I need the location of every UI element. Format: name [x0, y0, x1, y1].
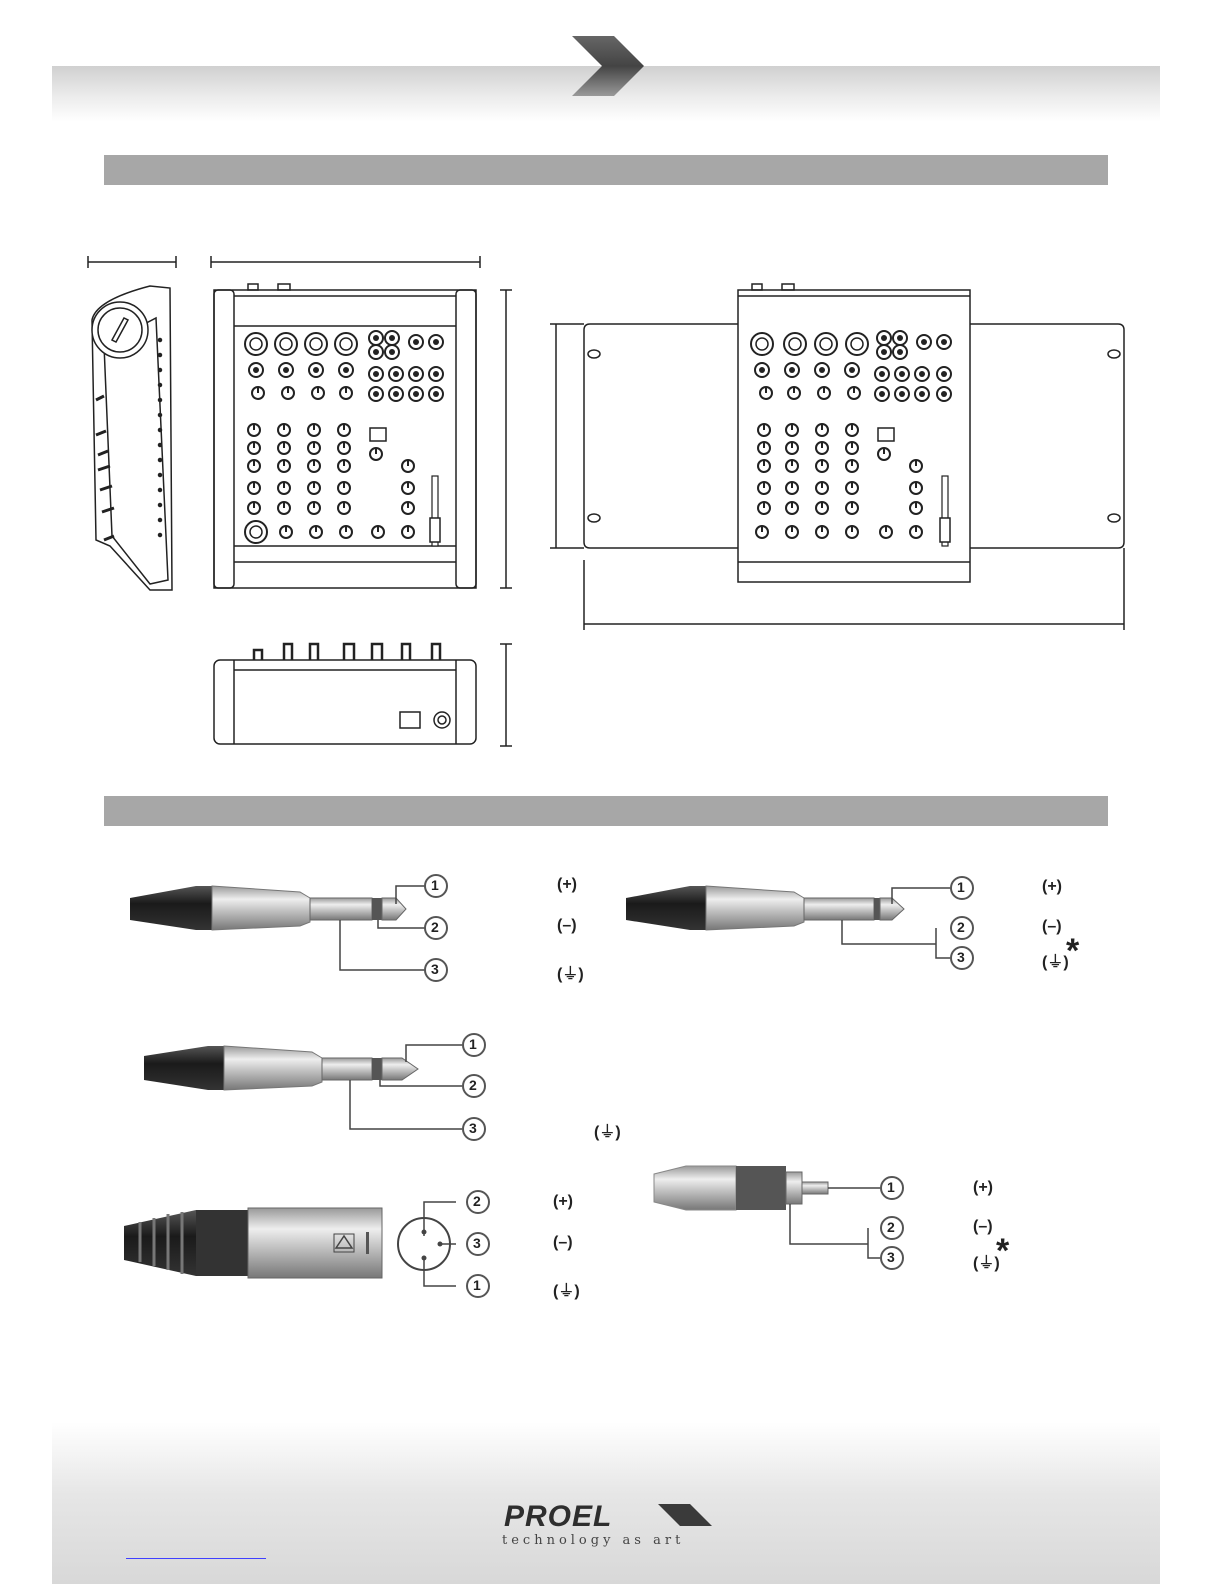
- brand-logo: [504, 1500, 612, 1534]
- section-bar-connections: [104, 796, 1108, 826]
- pin-number: 2: [957, 919, 965, 935]
- footer-link[interactable]: [126, 1558, 266, 1559]
- trs-balanced-plug: [130, 886, 425, 970]
- pin-number: 1: [887, 1179, 895, 1195]
- pin-number: 2: [469, 1077, 477, 1093]
- pin-number: 3: [957, 949, 965, 965]
- header-chevron: [572, 36, 644, 96]
- pin-number: 1: [473, 1277, 481, 1293]
- asterisk-note: *: [996, 1232, 1010, 1270]
- label-ground: (⏚): [553, 1283, 580, 1300]
- brand-tagline: technology as art: [502, 1533, 685, 1548]
- label-ground: (⏚): [557, 966, 584, 983]
- logo-text: PROEL: [504, 1500, 613, 1533]
- label-ground: (⏚): [973, 1255, 1000, 1272]
- pin-number: 2: [431, 919, 439, 935]
- label-negative: (–): [553, 1234, 573, 1251]
- label-positive: (+): [553, 1193, 573, 1210]
- pin-number: 1: [469, 1036, 477, 1052]
- pin-number: 2: [887, 1219, 895, 1235]
- ts-unbalanced-plug: [626, 886, 950, 958]
- pin-number: 3: [469, 1120, 477, 1136]
- trs-insert-plug: [144, 1045, 462, 1129]
- rca-plug: [654, 1166, 880, 1258]
- label-negative: (–): [973, 1218, 993, 1235]
- pin-number: 1: [957, 879, 965, 895]
- pin-number: 3: [887, 1249, 895, 1265]
- side-view: [88, 256, 176, 590]
- label-ground: (⏚): [1042, 954, 1069, 971]
- xlr-plug: [124, 1202, 456, 1286]
- label-ground: (⏚): [594, 1124, 621, 1141]
- pin-number: 3: [473, 1235, 481, 1251]
- pin-number: 1: [431, 877, 439, 893]
- section-bar-dimensions: [104, 155, 1108, 185]
- label-positive: (+): [1042, 878, 1062, 895]
- pin-number: 3: [431, 961, 439, 977]
- rear-view: [214, 644, 512, 746]
- rack-view: [550, 284, 1124, 630]
- label-positive: (+): [557, 876, 577, 893]
- label-positive: (+): [973, 1179, 993, 1196]
- label-negative: (–): [557, 917, 577, 934]
- label-negative: (–): [1042, 918, 1062, 935]
- pin-number: 2: [473, 1193, 481, 1209]
- asterisk-note: *: [1066, 932, 1080, 970]
